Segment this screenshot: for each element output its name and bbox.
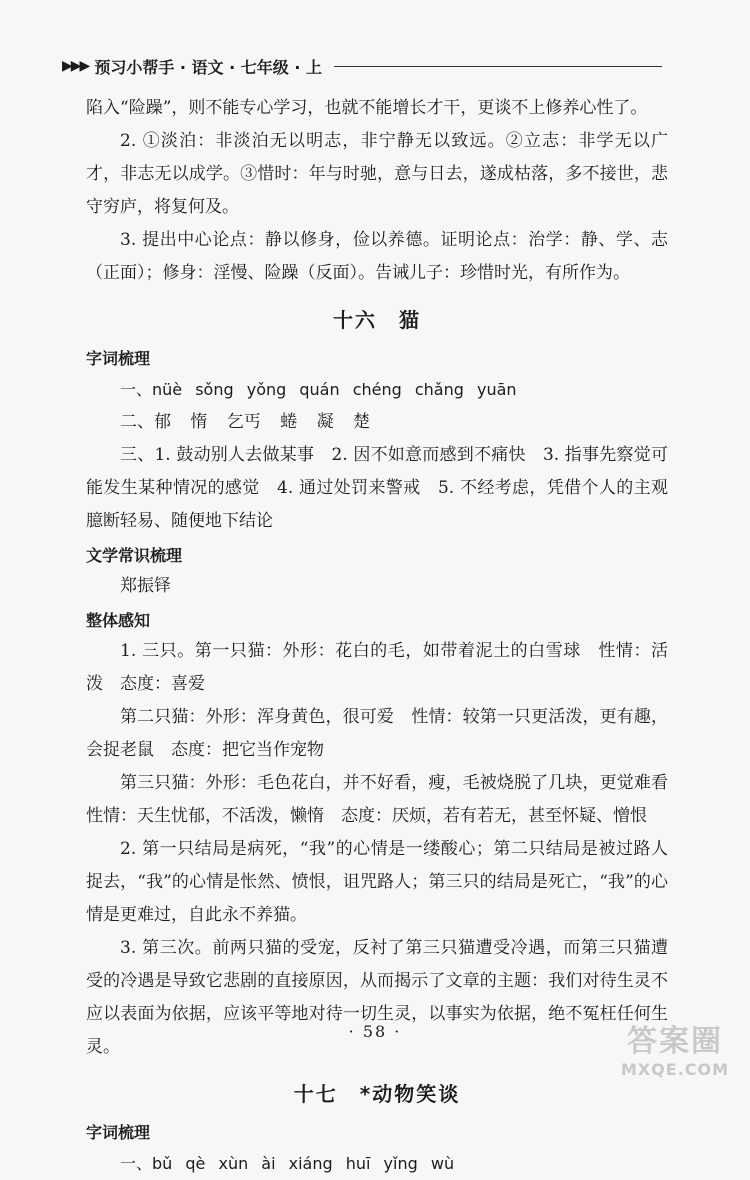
chapter-heading: 十六 猫 bbox=[333, 308, 421, 332]
paragraph: 3. 第三次。前两只猫的受宠，反衬了第三只猫遭受冷遇，而第三只猫遭受的冷遇是导致它悲剧的直接原因，从而揭示了文章的主题：我们对待生灵不应以表面为依据，应该平等地对待一切生灵，以事实为依据，绝不冤枉任何生灵。 bbox=[86, 938, 668, 1057]
paragraph: 2. ①淡泊：非淡泊无以明志，非宁静无以致远。②立志：非学无以广才，非志无以成学。③惜时：年与时驰，意与日去，遂成枯落，多不接世，悲守穷庐，将复何及。 bbox=[86, 131, 668, 217]
page-number: · 58 · bbox=[348, 1022, 402, 1041]
header-arrows-icon: ▶▶▶ bbox=[62, 58, 89, 74]
header-rule bbox=[334, 66, 662, 67]
paragraph: 第二只猫：外形：浑身黄色，很可爱 性情：较第一只更活泼，更有趣，会捉老鼠 态度：把它当作宠物 bbox=[86, 707, 668, 760]
watermark-logo: 答案圈 bbox=[627, 1024, 723, 1059]
section-heading: 字词梳理 bbox=[86, 1123, 151, 1142]
header-title: 预习小帮手 · 语文 · 七年级 · 上 bbox=[94, 57, 322, 77]
paragraph: 第三只猫：外形：毛色花白，并不好看，瘦，毛被烧脱了几块，更觉难看 性情：天生忧郁，不活泼，懒惰 态度：厌烦，若有若无，甚至怀疑、憎恨 bbox=[86, 773, 685, 826]
section-heading: 整体感知 bbox=[86, 611, 151, 630]
section-heading: 字词梳理 bbox=[86, 349, 151, 368]
word-list-line: 二、郁 惰 乞丐 蜷 凝 楚 bbox=[120, 412, 371, 432]
pinyin-line: 一、nüè sǒng yǒng quán chéng chǎng yuān bbox=[120, 380, 517, 399]
paragraph: 3. 提出中心论点：静以修身，俭以养德。证明论点：治学：静、学、志（正面）；修身：淫慢、险躁（反面）。告诫儿子：珍惜时光，有所作为。 bbox=[86, 230, 668, 283]
pinyin-line: 一、bǔ qè xùn ài xiáng huī yǐng wù bbox=[120, 1154, 455, 1173]
section-heading: 文学常识梳理 bbox=[86, 546, 183, 565]
watermark-url: MXQE.COM bbox=[620, 1060, 730, 1079]
paragraph: 2. 第一只结局是病死，“我”的心情是一缕酸心；第二只结局是被过路人捉去，“我”的心情是怅然、愤恨，诅咒路人；第三只的结局是死亡，“我”的心情是更难过，自此永不养猫。 bbox=[86, 839, 668, 925]
running-header bbox=[62, 52, 662, 80]
paragraph: 陷入“险躁”，则不能专心学习，也就不能增长才干，更谈不上修养心性了。 bbox=[86, 98, 648, 118]
chapter-heading: 十七 *动物笑谈 bbox=[293, 1082, 461, 1106]
paragraph: 三、1. 鼓动别人去做某事 2. 因不如意而感到不痛快 3. 指事先察觉可能发生某种情况的感觉 4. 通过处罚来警戒 5. 不经考虑，凭借个人的主观臆断轻易、随便地下结论 bbox=[86, 445, 668, 531]
site-watermark bbox=[610, 1016, 740, 1096]
paragraph: 郑振铎 bbox=[120, 576, 171, 596]
paragraph: 1. 三只。第一只猫：外形：花白的毛，如带着泥土的白雪球 性情：活泼 态度：喜爱 bbox=[86, 641, 668, 694]
